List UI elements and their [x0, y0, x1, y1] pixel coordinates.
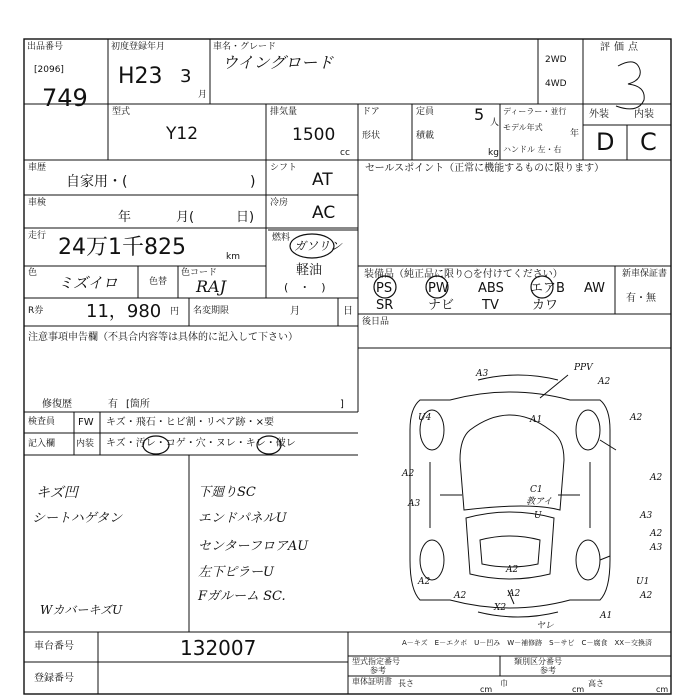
- repair-part-label: [箇所: [126, 399, 150, 410]
- history-close: ): [250, 174, 256, 190]
- note-f-room: Fガルーム SC.: [198, 589, 286, 604]
- equip-tv: TV: [482, 298, 499, 313]
- model-label: 型式: [112, 107, 131, 117]
- mark-c1: C1: [530, 485, 543, 495]
- doors-label: ドア: [362, 107, 380, 117]
- entry-label: 記入欄: [28, 439, 56, 449]
- fuel-other: ( ・ ): [284, 281, 326, 294]
- mark-a3-r: A3: [650, 543, 663, 553]
- inspection-year: 年: [118, 210, 132, 225]
- mileage-unit: km: [226, 252, 240, 262]
- mark-x2: X2: [494, 603, 507, 613]
- inspector-label: 検査員: [28, 417, 56, 427]
- exterior-grade: D: [596, 128, 615, 156]
- class-label: 類別区分番号: [514, 657, 562, 666]
- chassis-label: 車台番号: [34, 641, 74, 652]
- fw-label: FW: [78, 417, 94, 428]
- type-cert-label: 型式指定番号: [352, 657, 400, 666]
- recycle-unit: 円: [170, 307, 180, 317]
- car-name-label: 車名・グレード: [213, 42, 277, 52]
- mark-a2-bl: A2: [454, 591, 467, 601]
- model-value: Y12: [166, 124, 199, 144]
- mark-a2-rr: A2: [640, 591, 653, 601]
- repair-history-label: 修復歴: [42, 399, 72, 410]
- mark-u4: U4: [418, 413, 432, 423]
- mark-a2-top: A2: [598, 377, 611, 387]
- mark-a3-top: A3: [476, 369, 489, 379]
- mark-a2-bottom: A2: [508, 589, 521, 599]
- equip-aw: AW: [584, 281, 606, 296]
- mark-a2-right: A2: [650, 473, 663, 483]
- color-label: 色: [28, 268, 38, 278]
- car-name: ウイングロード: [222, 53, 334, 72]
- color-code-label: 色コード: [181, 268, 218, 278]
- capacity-label: 定員: [416, 107, 435, 117]
- capacity-value: 5: [474, 105, 485, 124]
- mark-a2-rl: A2: [418, 577, 431, 587]
- displacement-value: 1500: [292, 125, 336, 145]
- first-reg-label: 初度登録年月: [111, 42, 166, 52]
- fw-items: キズ・飛石・ヒビ割・リペア跡・×要: [106, 417, 274, 428]
- fuel-label: 燃料: [272, 233, 291, 243]
- equip-pw: PW: [428, 281, 449, 296]
- shift-value: AT: [312, 170, 333, 190]
- color-code: RAJ: [196, 277, 227, 296]
- tone-label: 色替: [149, 277, 168, 287]
- height-label: 高さ: [588, 679, 604, 688]
- interior-grade: C: [640, 128, 657, 156]
- equip-leather: カワ: [532, 298, 559, 313]
- year-unit: 年: [570, 129, 580, 139]
- dealer-label: ディーラー・並行: [503, 107, 567, 116]
- month-unit: 月: [198, 90, 208, 100]
- handle-label: ハンドル 左・右: [503, 145, 562, 154]
- interior-label: 内装: [634, 109, 654, 120]
- equipment-label: 装備品（純正品に限り○を付けてください）: [364, 269, 563, 280]
- type-cert-ref: 参考: [370, 666, 386, 675]
- note-underbody: 下廻りSC: [198, 485, 256, 500]
- era-year: H23: [118, 64, 163, 89]
- lot-no-label: 出品番号: [27, 42, 64, 52]
- note-scratch: キズ凹: [36, 485, 78, 501]
- note-end-panel: エンドパネルU: [198, 511, 287, 526]
- rating-label: 評価点: [600, 42, 642, 53]
- rear-items-label: 後日品: [362, 317, 390, 327]
- inspection-day: 日): [236, 210, 255, 225]
- kg-unit: kg: [488, 148, 499, 158]
- mark-a3-left: A3: [408, 499, 421, 509]
- mark-u1: U1: [636, 577, 650, 587]
- history-label: 車歴: [28, 163, 47, 173]
- displacement-label: 排気量: [270, 107, 298, 117]
- fuel-diesel: 軽油: [296, 263, 323, 278]
- repair-part-close: ]: [340, 399, 344, 410]
- ac-label: 冷房: [270, 198, 289, 208]
- mark-u-center: U: [534, 511, 542, 521]
- note-pillar: 左下ピラーU: [198, 565, 274, 580]
- history-value: 自家用・(: [66, 174, 128, 190]
- width-unit: cm: [572, 685, 585, 694]
- fuel-gasoline: ガソリン: [294, 239, 343, 253]
- length-unit: cm: [480, 685, 493, 694]
- drive-4wd: 4WD: [545, 79, 567, 89]
- inspection-month: 月(: [176, 210, 195, 225]
- equip-navi: ナビ: [428, 298, 455, 313]
- capacity-unit: 人: [490, 118, 500, 128]
- damage-legend: A－キズ E－エクボ U－凹み W－補修跡 S－サビ C－腐食 XX－交換済: [402, 639, 653, 647]
- width-label: 巾: [500, 679, 508, 688]
- mark-a2-fr: A2: [630, 413, 643, 423]
- load-label: 積載: [416, 131, 435, 141]
- lot-code: [2096]: [34, 65, 64, 75]
- interior-items: キズ・汚レ・コゲ・穴・ヌレ・キレ・破レ: [106, 438, 296, 449]
- model-year-label: モデル年式: [503, 123, 543, 132]
- interior-entry-label: 内装: [76, 439, 95, 449]
- transfer-month: 月: [290, 306, 300, 317]
- transfer-deadline-label: 名変期限: [193, 306, 230, 316]
- repair-history-value: 有: [108, 399, 118, 410]
- mark-a2-left: A2: [402, 469, 415, 479]
- car-diagram: [410, 375, 616, 617]
- mark-a2-rear: A2: [506, 565, 519, 575]
- mark-yare: ヤレ: [536, 621, 554, 631]
- new-warranty-value: 有・無: [626, 293, 656, 304]
- shift-label: シフト: [270, 163, 298, 173]
- class-ref: 参考: [540, 666, 556, 675]
- length-label: 長さ: [398, 679, 414, 688]
- mark-ppv: PPV: [574, 363, 593, 373]
- transfer-day: 日: [343, 306, 353, 317]
- ac-value: AC: [312, 203, 336, 223]
- chassis-value: 132007: [180, 636, 257, 660]
- equip-sr: SR: [376, 298, 394, 313]
- equip-airbag: エアB: [530, 281, 565, 296]
- drive-2wd: 2WD: [545, 55, 567, 65]
- new-warranty-label: 新車保証書: [622, 269, 668, 279]
- recycle-value: 11，980: [86, 301, 162, 322]
- note-wcover: WカバーキズU: [40, 603, 123, 617]
- equip-ps: PS: [376, 281, 393, 296]
- recycle-label: R券: [28, 306, 44, 316]
- mileage-value: 24万1千825: [58, 235, 186, 260]
- sales-point-label: セールスポイント（正常に機能するものに限ります）: [365, 163, 605, 174]
- exterior-label: 外装: [589, 109, 609, 120]
- body-ref-label: 車体証明書: [352, 677, 392, 686]
- mileage-label: 走行: [28, 231, 47, 241]
- mark-a2-r2: A2: [650, 529, 663, 539]
- height-unit: cm: [656, 685, 669, 694]
- inspection-label: 車検: [28, 198, 47, 208]
- notes-label: 注意事項申告欄（不具合内容等は具体的に記入して下さい）: [28, 332, 298, 343]
- note-seat: シートハゲタン: [32, 511, 123, 526]
- note-center-floor: センターフロアAU: [198, 539, 309, 554]
- equip-abs: ABS: [478, 281, 504, 296]
- cc-unit: cc: [340, 148, 350, 158]
- mark-a3-side: A3: [640, 511, 653, 521]
- shape-label: 形状: [362, 131, 381, 141]
- mark-note-center: 教アイ: [526, 497, 553, 507]
- mark-a1-rear: A1: [600, 611, 613, 621]
- color-value: ミズイロ: [58, 274, 118, 292]
- lot-number: 749: [42, 84, 88, 112]
- reg-no-label: 登録番号: [34, 673, 74, 684]
- mark-a1-front: A1: [530, 415, 543, 425]
- reg-month: 3: [180, 66, 192, 87]
